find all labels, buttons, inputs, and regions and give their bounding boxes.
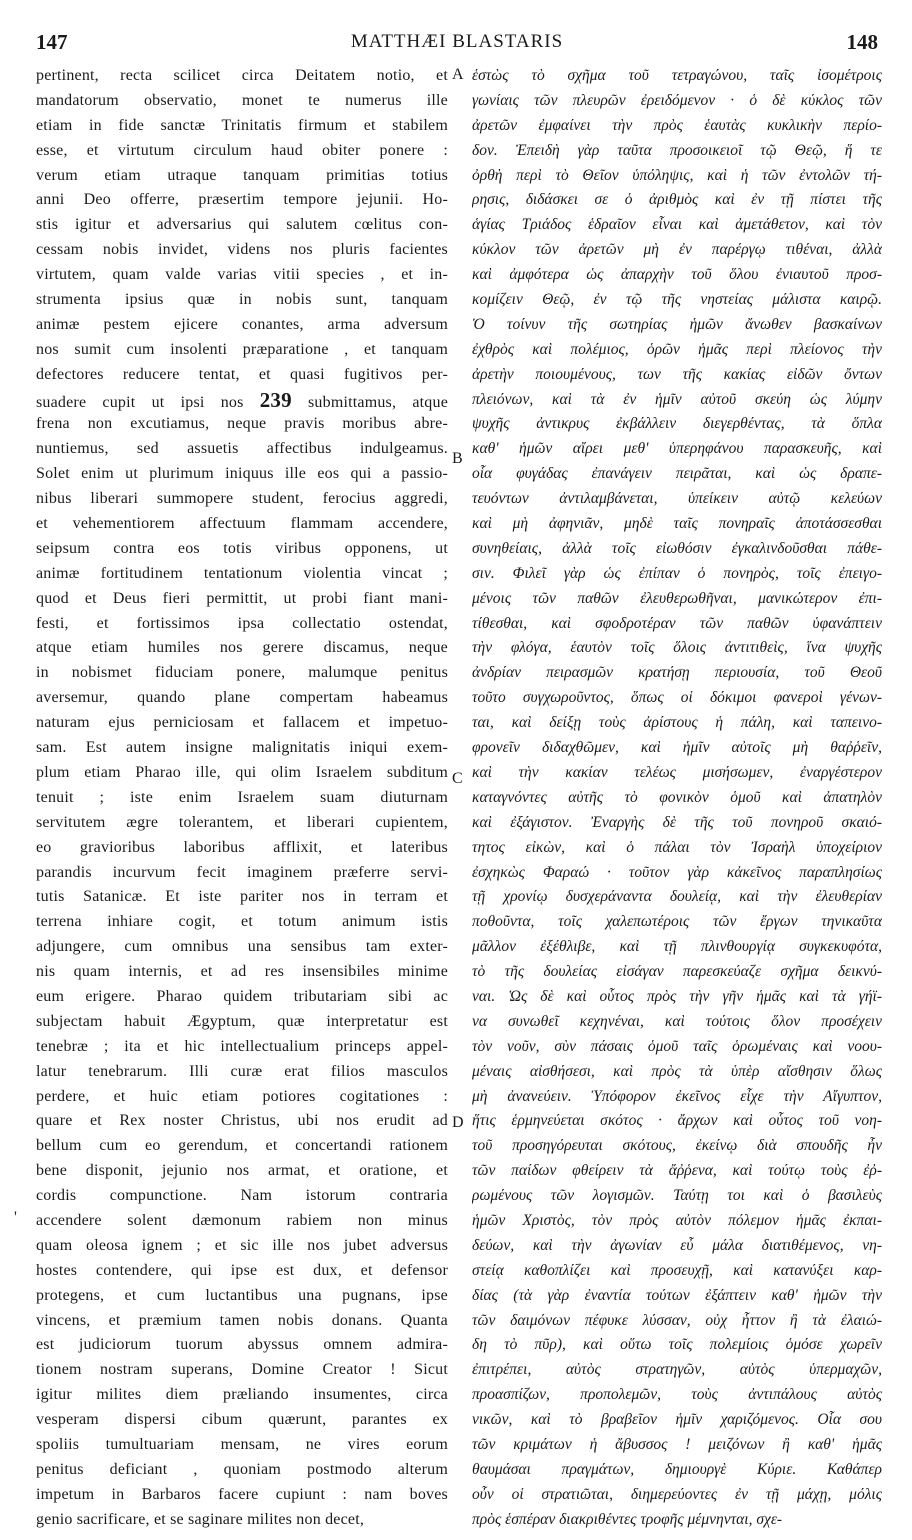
greek-line: τῶν κριμάτων ἡ ἄβυσσος ! μειζόνων ἢ καθ' ἡμᾶς xyxy=(472,1435,882,1453)
greek-line: καὶ τὴν κακίαν τελέως μισήσωμεν, ἐναργέστερον xyxy=(472,763,882,781)
latin-line: nos sumit cum insolenti præparatione , et tanquam xyxy=(36,340,448,358)
latin-line: bene disponit, jejunio nos armat, et oratione, et xyxy=(36,1162,448,1180)
greek-line: καὶ μὴ ἀφηνιᾶν, μηδὲ ταῖς πονηραῖς ἀποτάσσεσθαι xyxy=(472,515,882,533)
greek-line: τοῦ προσηγόρευται σκότους, ἐκείνῳ διὰ σπουδῆς ἦν xyxy=(472,1137,882,1155)
latin-line: sam. Est autem insigne malignitatis iniqui exem- xyxy=(36,739,448,757)
page-number-left: 147 xyxy=(36,30,68,54)
latin-line: tutis Satanicæ. Et iste pariter nos in terram et xyxy=(36,888,448,906)
latin-column xyxy=(36,64,448,1530)
greek-line: καθ' ἡμῶν αἴρει μεθ' ὑπερηφάνου παρασκευῆς, καὶ xyxy=(472,440,882,458)
greek-line: οὖν οἱ στρατιῶται, διημερεύοντες ἐν τῇ μάχῃ, μόλις xyxy=(472,1485,882,1503)
greek-line: ναι. Ὡς δὲ καὶ οὗτος πρὸς τὴν γῆν ἡμᾶς καὶ τὰ γήϊ- xyxy=(472,987,882,1005)
running-header xyxy=(36,30,878,60)
latin-line: servitutem ægre tolerantem, et liberari cupientem, xyxy=(36,813,448,831)
latin-line: subjectam habuit Ægyptum, quæ interpretatur est xyxy=(36,1012,448,1030)
latin-line: verum etiam utraque tanquam primitias totius xyxy=(36,166,448,184)
greek-line: μέναις αἰσθήσεσι, καὶ πρὸς τὰ ὑπὲρ αἴσθησιν ὅλως xyxy=(472,1062,882,1080)
latin-line: penitus deficiant , quoniam postmodo alterum xyxy=(36,1460,448,1478)
latin-line: etiam in fide sanctæ Trinitatis firmum et stabilem xyxy=(36,116,448,134)
latin-line: bellum cum eo gerendum, et concertandi rationem xyxy=(36,1137,448,1155)
latin-line: et vehementiorem affectuum flammam accendere, xyxy=(36,515,448,533)
latin-line: eum erigere. Pharao quidem tributariam sibi ac xyxy=(36,987,448,1005)
greek-line: δη τὸ πῦρ), καὶ οὕτω τοῖς πολεμίοις ὁμόσε χωρεῖν xyxy=(472,1336,882,1354)
greek-line: τῶν δαιμόνων πέφυκε λύσσαν, οὐχ ἧττον ἢ τὰ ἐλαιώ- xyxy=(472,1311,882,1329)
latin-line: in nobismet fiduciam ponere, malumque penitus xyxy=(36,664,448,682)
greek-line: πρὸς ἑσπέραν διακριθέντες τροφῆς μέμνηνται, σχε- xyxy=(472,1510,783,1528)
latin-line: adjungere, cum omnibus una sensibus tam exter- xyxy=(36,938,448,956)
greek-line: τὸ τῆς δουλείας εἰσάγαν παρεσκεύαζε σχῆμα δεικνύ- xyxy=(472,963,882,981)
latin-line: parandis incurvum fecit imaginem præferre servi- xyxy=(36,863,448,881)
latin-line: quod et Deus fieri permittit, ut probi fiant mani- xyxy=(36,589,448,607)
latin-line: genio sacrificare, et se saginare milites non decet, xyxy=(36,1510,365,1528)
page-number-right: 148 xyxy=(846,30,878,54)
latin-line: nis quam internis, et ad res insensibiles minime xyxy=(36,963,448,981)
greek-line: τὴν φλόγα, ἑαυτὸν τοῖς ὅλοις ἀντιτιθεὶς, ἵνα ψυχῆς xyxy=(472,639,882,657)
latin-line-text: suadere cupit ut ipsi nos xyxy=(36,393,260,411)
latin-line: eo gravioribus laboribus afflixit, et lateribus xyxy=(36,838,448,856)
latin-line: aversemur, quando plane compertam habeamus xyxy=(36,689,448,707)
latin-line: atque etiam humiles nos gerere discamus, neque xyxy=(36,639,448,657)
greek-line: δίας (τὰ γὰρ ἐναντία τούτων ἐξάπτειν καθ' ἡμῶν τὴν xyxy=(472,1286,882,1304)
latin-line: festi, et fortissimos ipsa collectatio ostendat, xyxy=(36,614,448,632)
latin-line: animæ pestem ejicere conantes, arma adversum xyxy=(36,315,448,333)
greek-line: γωνίαις τῶν πλευρῶν ἐρειδόμενον · ὁ δὲ κύκλος τῶν xyxy=(472,91,882,109)
greek-line: ἥτις ἑρμηνεύεται σκότος · ἄρχων καὶ οὗτος τοῦ νοη- xyxy=(472,1112,882,1130)
greek-line: ἀρετῶν ἐμφαίνει τὴν πρὸς ἑαυτὰς κυκλικὴν περίο- xyxy=(472,116,882,134)
margin-marker-b: B xyxy=(452,450,463,467)
latin-line: nuntiemus, sed assuetis affectibus indulgeamus. xyxy=(36,440,448,458)
greek-column xyxy=(472,64,882,1530)
latin-line-text: submittamus, atque xyxy=(291,393,448,411)
latin-line: pertinent, recta scilicet circa Deitatem notio, et xyxy=(36,67,448,84)
margin-marker-a: A xyxy=(452,66,464,83)
latin-line: anni Deo offerre, præsertim tempore jejunii. Ho- xyxy=(36,191,448,209)
greek-line: ἡμῶν Χριστὸς, τὸν πρὸς αὐτὸν πόλεμον ἡμᾶς ἐκπαι- xyxy=(472,1211,882,1229)
greek-line: καὶ ἐξάγιστον. Ἐναργὴς δὲ τῆς τοῦ πονηροῦ σκαιό- xyxy=(472,813,882,831)
greek-line: τοῦτο συγχωροῦντος, ὅπως οἱ δόκιμοι φανεροὶ γένων- xyxy=(472,689,882,707)
latin-line: frena non excutiamus, neque pravis moribus abre- xyxy=(36,415,448,433)
greek-line: τευόντων ἀντιλαμβάνεται, ὑπείκειν αὐτῷ κελεύων xyxy=(472,490,882,508)
greek-line: Ὁ τοίνυν τῆς σωτηρίας ἡμῶν ἄνωθεν βασκαίνων xyxy=(472,315,882,333)
greek-line: δεύων, καὶ τὴν ἀγωνίαν εὖ μάλα διατιθέμενος, νη- xyxy=(472,1236,882,1254)
latin-line: vincens, et præmium tamen nobis donans. Quanta xyxy=(36,1311,448,1329)
greek-line: ἁγίας Τριάδος ἑδραῖον εἶναι καὶ ἀμετάθετον, καὶ τὸν xyxy=(472,216,882,234)
latin-line: seipsum contra eos totis viribus opponens, ut xyxy=(36,539,448,557)
greek-line: στείᾳ καθοπλίζει καὶ προσευχῇ, καὶ κατανύξει καρ- xyxy=(472,1261,882,1279)
latin-line: tenuit ; iste enim Israelem suam diuturnam xyxy=(36,788,448,806)
latin-line: tenebræ ; ita et hic intellectualium princeps appel- xyxy=(36,1037,448,1055)
column-number-239: 239 xyxy=(259,387,292,412)
latin-line: cordis compunctione. Nam istorum contraria xyxy=(36,1187,448,1205)
greek-line: προασπίζων, προπολεμῶν, τοὺς ἀντιπάλους αὐτὸς xyxy=(472,1386,882,1404)
greek-line: σιν. Φιλεῖ γὰρ ὡς ἐπίπαν ὁ πονηρὸς, τοῖς ἐπειγο- xyxy=(472,564,882,582)
greek-line: τῇ χρονίῳ δυσχεράναντα δουλείᾳ, καὶ τὴν ἐλευθερίαν xyxy=(472,888,882,906)
greek-line: πλειόνων, καὶ τὰ ἐν ἡμῖν αὐτοῦ σκεύη ὡς λύμην xyxy=(472,390,882,408)
greek-line: μένοις τῶν παθῶν ἐλευθερωθῆναι, μανικώτερον ἐπι- xyxy=(472,589,882,607)
margin-marker-d: D xyxy=(452,1114,464,1131)
latin-line: perdere, et huic etiam potiores cogitationes : xyxy=(36,1087,448,1105)
latin-line: plum etiam Pharao ille, qui olim Israelem subditum xyxy=(36,763,448,781)
latin-line: mandatorum observatio, monet te numerus ille xyxy=(36,91,448,109)
latin-line: vesperam dispersi cibum quærunt, parantes ex xyxy=(36,1411,448,1429)
greek-line: νικῶν, καὶ τὸ βραβεῖον ἡμῖν χαριζόμενος. Οἷα σου xyxy=(472,1411,882,1429)
running-title: MATTHÆI BLASTARIS xyxy=(350,31,564,52)
greek-line: να συνωθεῖ κεχηνέναι, καὶ τούτοις ὅλον προσέχειν xyxy=(472,1012,882,1030)
latin-line: quam oleosa ignem ; et sic ille nos jubet adversus xyxy=(36,1236,448,1254)
latin-line: stis igitur et adversarius qui salutem cœlitus con- xyxy=(36,216,448,234)
greek-line: τίθεσθαι, καὶ σφοδροτέραν τῶν παθῶν ὑφανάπτειν xyxy=(472,614,882,632)
greek-line: ρησις, διδάσκει σε ὁ ἀριθμὸς καὶ ἐν τῇ πίστει τῆς xyxy=(472,191,882,209)
greek-line: ἑστὼς τὸ σχῆμα τοῦ τετραγώνου, ταῖς ἰσομέτροις xyxy=(472,67,882,84)
latin-line: defectores reducere tentat, et quasi fugitivos per- xyxy=(36,365,448,383)
greek-line: φρονεῖν διδαχθῶμεν, καὶ ἡμῖν αὐτοῖς μὴ θαῤῥεῖν, xyxy=(472,739,882,757)
latin-line: spoliis tumultuariam mensam, ne vires eorum xyxy=(36,1435,448,1453)
latin-line: igitur milites diem præliando insumentes, circa xyxy=(36,1386,448,1404)
latin-line: latur tenebrarum. Illi curæ erat filios masculos xyxy=(36,1062,448,1080)
greek-line: ποθοῦντα, τοῖς χαλεπωτέροις τῶν ἔργων τηνικαῦτα xyxy=(472,913,882,931)
greek-line: τητος εἰκὼν, καὶ ὁ πάλαι τὸν Ἰσραὴλ ὑποχείριον xyxy=(472,838,882,856)
latin-line: nibus liberari summopere student, ferocius aggredi, xyxy=(36,490,448,508)
greek-line: ἐσχηκὼς Φαραώ · τοῦτον γὰρ κἀκεῖνος παραπλησίως xyxy=(472,863,882,881)
greek-line: ἐπιτρέπει, αὐτὸς στρατηγῶν, αὐτὸς ὑπερμαχῶν, xyxy=(472,1361,882,1379)
greek-line: ἀρετὴν ποιουμένους, των τῆς κακίας εἰδῶν ὄντων xyxy=(472,365,882,383)
greek-line: δον. Ἐπειδὴ γὰρ ταῦτα προσοικειοῖ τῷ Θεῷ, ἥ τε xyxy=(472,141,882,159)
latin-line: Solet enim ut plurimum iniquus ille eos qui a passio- xyxy=(36,465,448,483)
margin-marker-c: C xyxy=(452,770,463,787)
latin-line: quare et Rex noster Christus, ubi nos erudit ad xyxy=(36,1112,448,1130)
latin-line: esse, et virtutum circulum haud obiter ponere : xyxy=(36,141,448,159)
latin-line: strumenta ipsius quæ in nobis sunt, tanquam xyxy=(36,291,448,309)
latin-line: impetum in Barbaros facere cupiunt : nam boves xyxy=(36,1485,448,1503)
greek-line: κύκλον τῶν ἀρετῶν μὴ ἐν παρέργῳ τιθέναι, ἀλλὰ xyxy=(472,241,882,259)
latin-line: accendere solent dæmonum rabiem non minus xyxy=(36,1211,448,1229)
latin-line: est judiciorum tuorum abyssus omnem admira- xyxy=(36,1336,448,1354)
stray-mark: ' xyxy=(14,1209,17,1226)
greek-line: τῶν παίδων φθείρειν τὰ ἄῤῥενα, καὶ τούτῳ τοὺς ἐῤ- xyxy=(472,1162,882,1180)
greek-line: θαυμάσαι πραγμάτων, δημιουργὲ Κύριε. Καθάπερ xyxy=(472,1460,882,1478)
greek-line: καὶ ἀμφότερα ὡς ἀπαρχὴν τοῦ ὅλου ἐνιαυτοῦ προσ- xyxy=(472,266,882,284)
greek-line: οἷα φυγάδας ἐπανάγειν πειρᾶται, καὶ ὡς δραπε- xyxy=(472,465,882,483)
latin-line: naturam ejus perniciosam et fallacem et impetuo- xyxy=(36,714,448,732)
latin-line xyxy=(36,388,448,413)
greek-line: ἐχθρὸς καὶ πολέμιος, ὁρῶν ἡμᾶς περὶ πλείονος τὴν xyxy=(472,340,882,358)
greek-line: ὀρθὴ περὶ τὸ Θεῖον ὑπόληψις, καὶ ἡ τῶν ἐντολῶν τή- xyxy=(472,166,882,184)
greek-line: μᾶλλον ἐξέθλιβε, καὶ τῇ πλινθουργίᾳ συγκεκυφότα, xyxy=(472,938,882,956)
latin-line: hostes contendere, qui ipse est dux, et defensor xyxy=(36,1261,448,1279)
greek-line: ψυχῆς ἀντικρυς ἐκβάλλειν διεγερθέντας, τὰ ὅπλα xyxy=(472,415,882,433)
greek-line: καταγνόντες αὐτῆς τὸ φονικὸν ὁμοῦ καὶ ἀπατηλὸν xyxy=(472,788,882,806)
latin-line: virtutem, quam valde varias vitii species , et in- xyxy=(36,266,448,284)
greek-line: ται, καὶ δείξῃ τοὺς ἀρίστους ἡ πάλη, καὶ ταπεινο- xyxy=(472,714,882,732)
latin-line: cessam nobis invidet, videns nos pluris facientes xyxy=(36,241,448,259)
greek-line: τὸν νοῦν, σὺν πάσαις ὁμοῦ ταῖς ὁρωμέναις καὶ νοου- xyxy=(472,1037,882,1055)
greek-line: ρωμένους τῶν λογισμῶν. Ταύτῃ τοι καὶ ὁ βασιλεὺς xyxy=(472,1187,882,1205)
latin-line: protegens, et cum luctantibus una pugnans, ipse xyxy=(36,1286,448,1304)
greek-line: κομίζειν Θεῷ, ἐν τῷ τῆς νηστείας μάλιστα καιρῷ. xyxy=(472,291,882,309)
greek-line: μὴ ἀνανεύειν. Ὑπόφορον ἐκεῖνος εἶχε τὴν Αἴγυπτον, xyxy=(472,1087,882,1105)
latin-line: animæ fortitudinem tentationum violentia vincat ; xyxy=(36,564,448,582)
latin-line: tionem nostram superans, Domine Creator ! Sicut xyxy=(36,1361,448,1379)
greek-line: συνηθείαις, ἀλλὰ τοῖς εἰωθόσιν ἐγκαλινδοῦσθαι πάθε- xyxy=(472,539,882,557)
greek-line: ἀνδρίαν πειρασμῶν κρατήσῃ περιουσία, τοῦ Θεοῦ xyxy=(472,664,882,682)
latin-line: terrena inhiare cogit, et totum animum istis xyxy=(36,913,448,931)
